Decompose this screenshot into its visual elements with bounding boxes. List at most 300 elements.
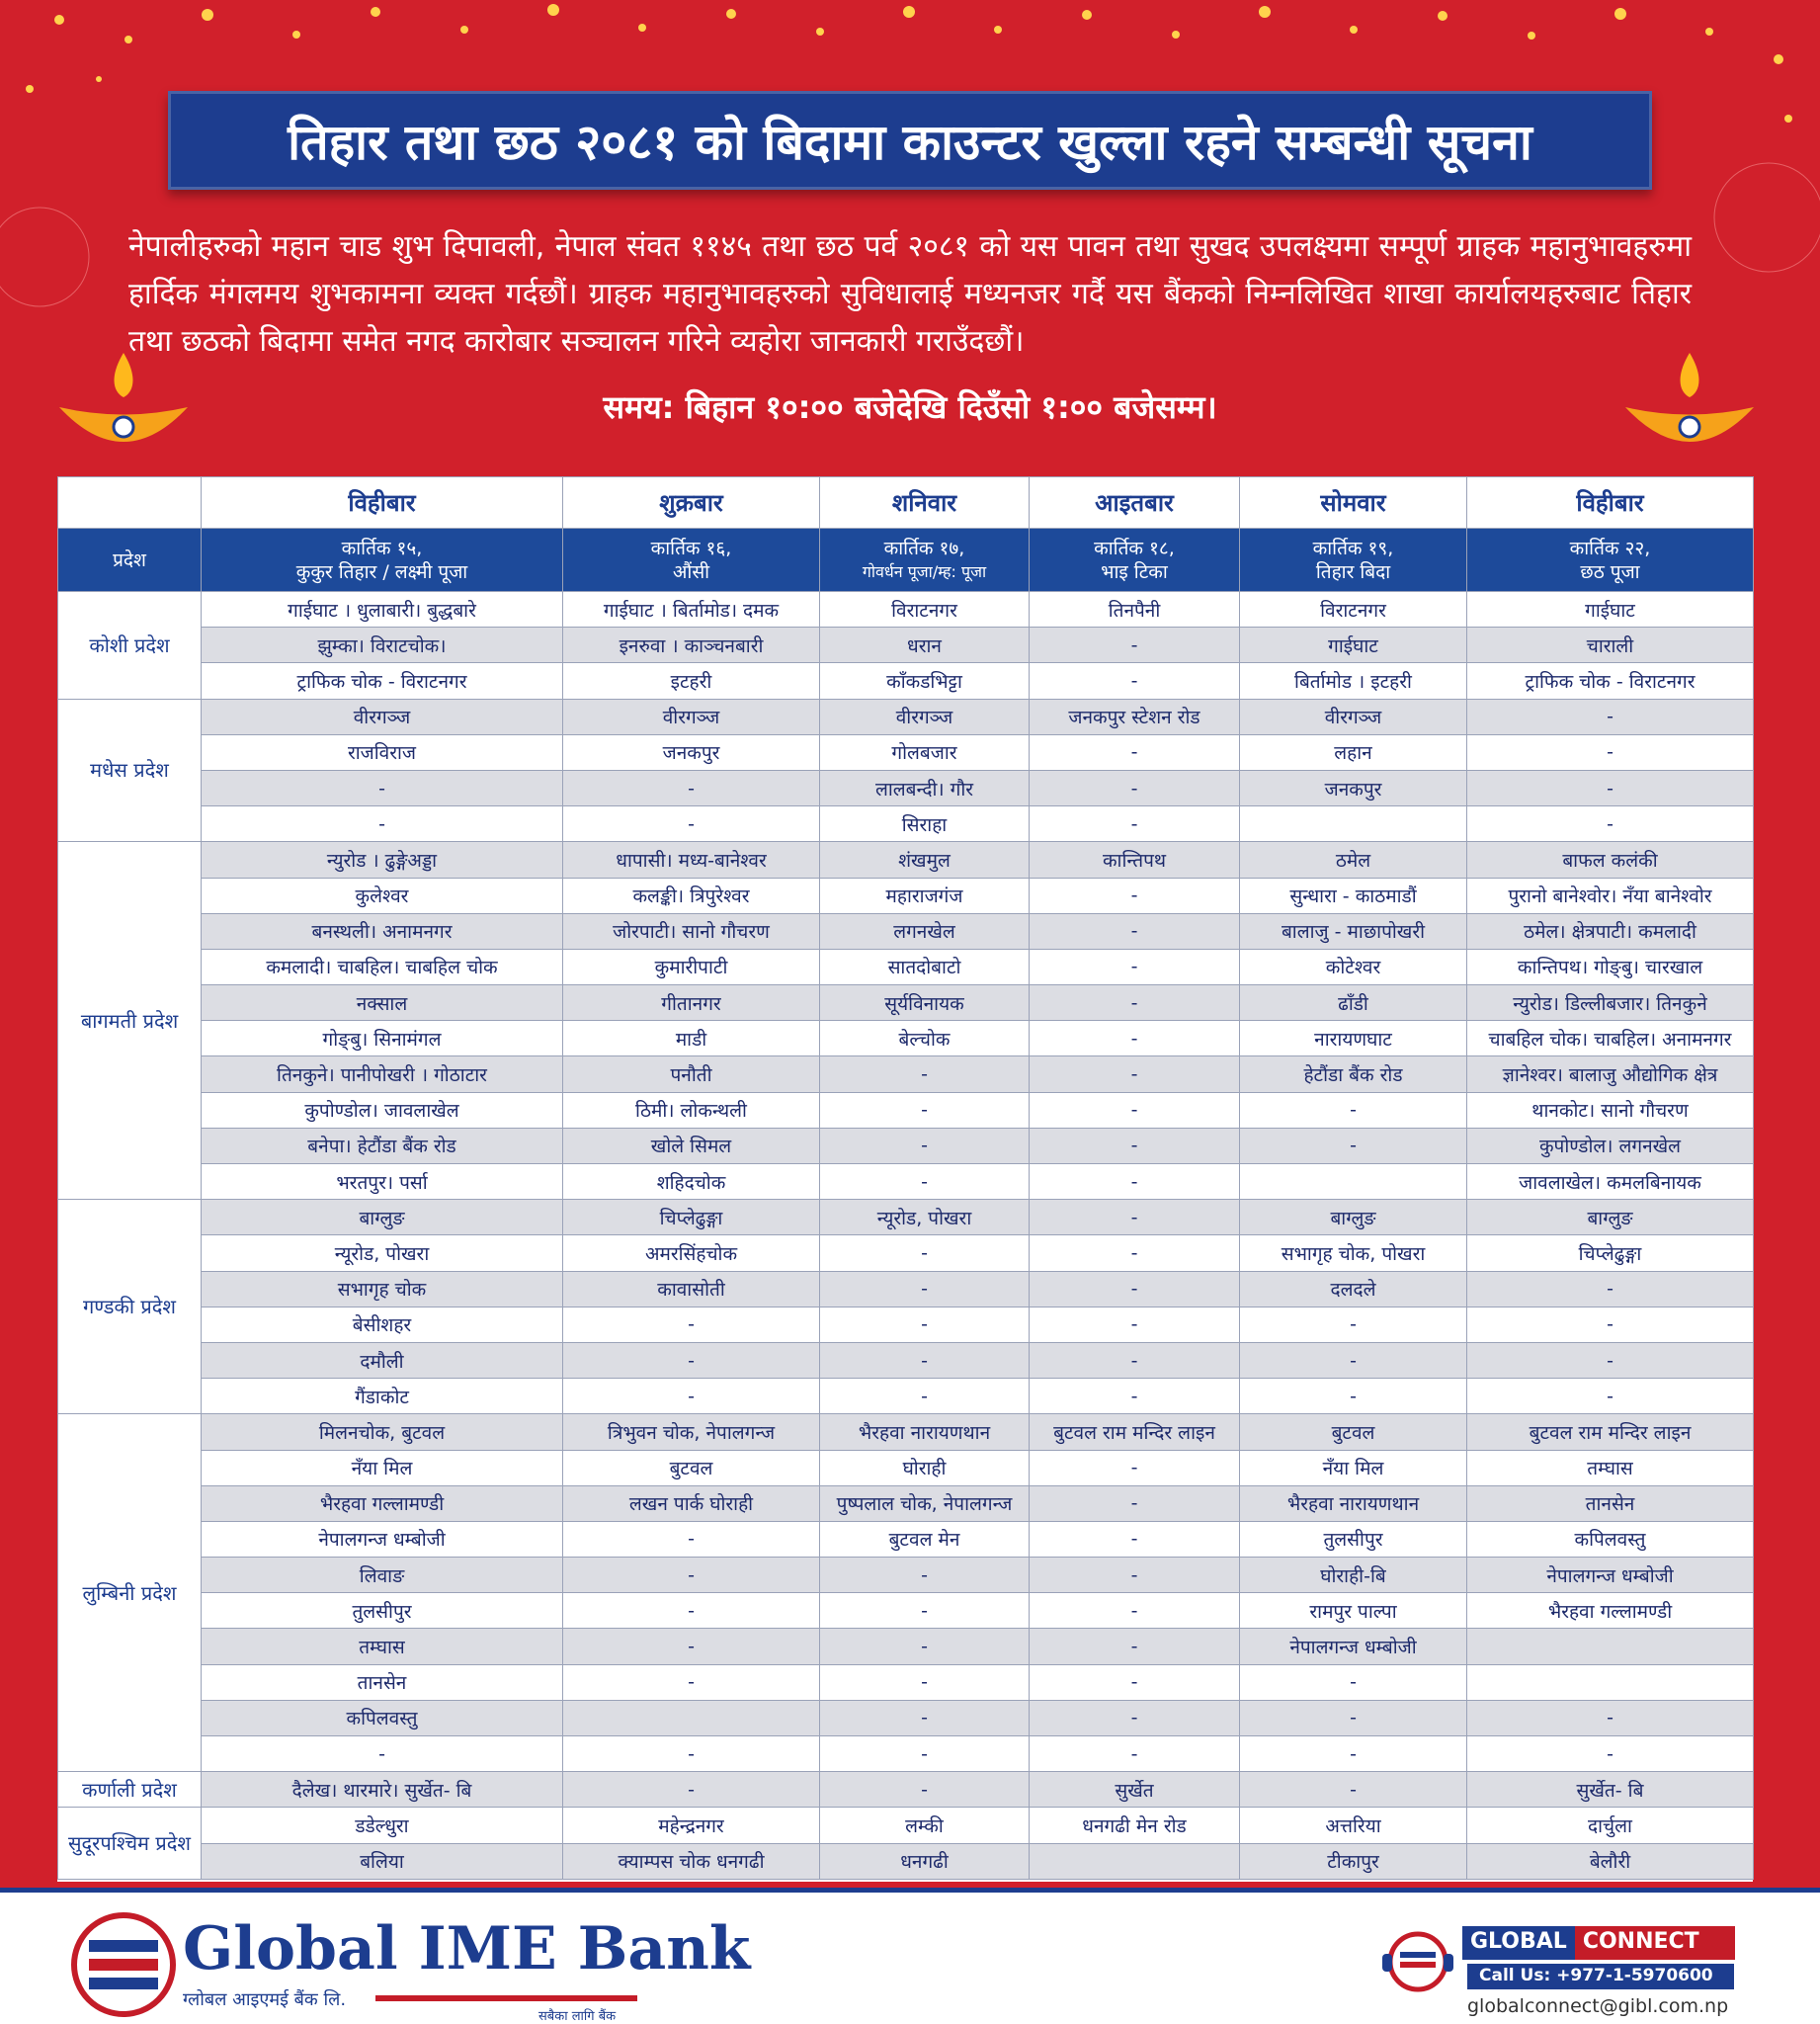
branch-cell: कमलादी। चाबहिल। चाबहिल चोक bbox=[202, 949, 563, 984]
branch-cell: - bbox=[1030, 1629, 1240, 1664]
branch-cell: सुर्खेत bbox=[1030, 1772, 1240, 1808]
branch-cell: ठिमी। लोकन्थली bbox=[563, 1092, 820, 1128]
branch-cell: गोलबजार bbox=[820, 734, 1030, 770]
day-header: शनिवार bbox=[820, 477, 1030, 529]
branch-cell: - bbox=[563, 1593, 820, 1629]
table-row bbox=[58, 842, 1754, 878]
table-row bbox=[58, 1450, 1754, 1485]
branch-cell: शहिदचोक bbox=[563, 1164, 820, 1200]
branch-cell: सभागृह चोक bbox=[202, 1271, 563, 1307]
branch-cell: - bbox=[820, 1736, 1030, 1772]
bank-tagline: सबैका लागि बैंक bbox=[538, 2009, 617, 2024]
branch-cell: भैरहवा नारायणथान bbox=[1240, 1485, 1467, 1521]
branch-cell: इनरुवा । काञ्चनबारी bbox=[563, 628, 820, 663]
contact-email[interactable]: globalconnect@gibl.com.np bbox=[1467, 1995, 1729, 2017]
branch-cell: बुटवल bbox=[563, 1450, 820, 1485]
table-row bbox=[58, 770, 1754, 805]
branch-cell: बुटवल राम मन्दिर लाइन bbox=[1030, 1414, 1240, 1450]
branch-cell: ज्ञानेश्वर। बालाजु औद्योगिक क्षेत्र bbox=[1467, 1056, 1754, 1092]
branch-cell: नँया मिल bbox=[202, 1450, 563, 1485]
branch-cell: कान्तिपथ bbox=[1030, 842, 1240, 878]
branch-cell: न्युरोड । ढुङ्गेअड्डा bbox=[202, 842, 563, 878]
branch-cell: घोराही-बि bbox=[1240, 1558, 1467, 1593]
branch-cell: बनस्थली। अनामनगर bbox=[202, 913, 563, 949]
branch-cell: पुष्पलाल चोक, नेपालगन्ज bbox=[820, 1485, 1030, 1521]
branch-cell: - bbox=[1030, 1450, 1240, 1485]
table-row bbox=[58, 1558, 1754, 1593]
branch-cell: लम्की bbox=[820, 1808, 1030, 1843]
table-row bbox=[58, 1235, 1754, 1271]
branch-cell: - bbox=[1030, 1271, 1240, 1307]
branch-cell: - bbox=[1030, 1092, 1240, 1128]
branch-cell: - bbox=[1030, 1342, 1240, 1378]
branch-cell: - bbox=[563, 1664, 820, 1700]
branch-cell: गाईघाट bbox=[1467, 592, 1754, 628]
branch-cell: राजविराज bbox=[202, 734, 563, 770]
branch-cell: गोङ्बु। सिनामंगल bbox=[202, 1021, 563, 1056]
date-header bbox=[1030, 529, 1240, 592]
branch-cell: - bbox=[1030, 1558, 1240, 1593]
branch-cell: दलदले bbox=[1240, 1271, 1467, 1307]
branch-cell: - bbox=[1030, 770, 1240, 805]
table-row bbox=[58, 1843, 1754, 1879]
branch-cell: नेपालगन्ज धम्बोजी bbox=[1467, 1558, 1754, 1593]
branch-cell: घोराही bbox=[820, 1450, 1030, 1485]
branch-cell: जावलाखेल। कमलबिनायक bbox=[1467, 1164, 1754, 1200]
branch-cell: सूर्यविनायक bbox=[820, 985, 1030, 1021]
branch-cell: बलिया bbox=[202, 1843, 563, 1879]
branch-cell: खोले सिमल bbox=[563, 1128, 820, 1163]
branch-cell: सातदोबाटो bbox=[820, 949, 1030, 984]
branch-cell: तुलसीपुर bbox=[1240, 1521, 1467, 1557]
table-row bbox=[58, 1485, 1754, 1521]
table-row bbox=[58, 1629, 1754, 1664]
global-connect-left: GLOBAL bbox=[1462, 1926, 1575, 1960]
holiday-label: भाइ टिका bbox=[1101, 560, 1168, 583]
date-header bbox=[820, 529, 1030, 592]
branch-cell: चाबहिल चोक। चाबहिल। अनामनगर bbox=[1467, 1021, 1754, 1056]
branch-cell: जोरपाटी। सानो गौचरण bbox=[563, 913, 820, 949]
branch-cell: - bbox=[1030, 663, 1240, 699]
branch-cell bbox=[1467, 1629, 1754, 1664]
corner-cell bbox=[58, 477, 202, 529]
footer bbox=[0, 1888, 1820, 2024]
branch-cell: - bbox=[1467, 1342, 1754, 1378]
branch-cell: - bbox=[1030, 878, 1240, 913]
date-header bbox=[1240, 529, 1467, 592]
branch-cell: बुटवल राम मन्दिर लाइन bbox=[1467, 1414, 1754, 1450]
holiday-label: तिहार बिदा bbox=[1315, 560, 1391, 583]
branch-cell: - bbox=[1030, 1700, 1240, 1735]
branch-cell: दमौली bbox=[202, 1342, 563, 1378]
branch-cell: - bbox=[1240, 1664, 1467, 1700]
branch-cell: ट्राफिक चोक - विराटनगर bbox=[1467, 663, 1754, 699]
branch-cell: - bbox=[820, 1235, 1030, 1271]
table-row bbox=[58, 1700, 1754, 1735]
branch-cell: चिप्लेढुङ्गा bbox=[1467, 1235, 1754, 1271]
branch-cell: शंखमुल bbox=[820, 842, 1030, 878]
branch-cell: दैलेख। थारमारे। सुर्खेत- बि bbox=[202, 1772, 563, 1808]
table-row bbox=[58, 949, 1754, 984]
branch-cell: ठमेल bbox=[1240, 842, 1467, 878]
table-row bbox=[58, 1307, 1754, 1342]
table-row bbox=[58, 1379, 1754, 1414]
branch-cell bbox=[1030, 1843, 1240, 1879]
table-row bbox=[58, 1808, 1754, 1843]
branch-cell: - bbox=[1467, 1700, 1754, 1735]
branch-cell: - bbox=[563, 1629, 820, 1664]
branch-cell: तिनकुने। पानीपोखरी । गोठाटार bbox=[202, 1056, 563, 1092]
date-label: कार्तिक १६, bbox=[650, 537, 732, 559]
branch-cell: - bbox=[1467, 1736, 1754, 1772]
branch-cell: बाग्लुङ bbox=[1467, 1200, 1754, 1235]
branch-cell: - bbox=[1240, 1342, 1467, 1378]
table-row bbox=[58, 699, 1754, 734]
table-row bbox=[58, 1342, 1754, 1378]
branch-cell: वीरगञ्ज bbox=[820, 699, 1030, 734]
branch-cell: - bbox=[1240, 1772, 1467, 1808]
branch-cell: - bbox=[1030, 1056, 1240, 1092]
branch-schedule-table bbox=[57, 476, 1753, 1882]
table-row bbox=[58, 878, 1754, 913]
table-row bbox=[58, 1021, 1754, 1056]
branch-cell: - bbox=[1240, 1700, 1467, 1735]
branch-cell: लिवाङ bbox=[202, 1558, 563, 1593]
branch-cell: डडेल्धुरा bbox=[202, 1808, 563, 1843]
date-label: कार्तिक १७, bbox=[883, 537, 965, 559]
branch-cell: भैरहवा गल्लामण्डी bbox=[202, 1485, 563, 1521]
branch-cell: - bbox=[1030, 1736, 1240, 1772]
title-banner bbox=[168, 91, 1652, 190]
branch-cell bbox=[1240, 806, 1467, 842]
branch-cell: माडी bbox=[563, 1021, 820, 1056]
table-row bbox=[58, 592, 1754, 628]
branch-cell: - bbox=[563, 1521, 820, 1557]
branch-cell: - bbox=[1030, 1379, 1240, 1414]
table-row bbox=[58, 734, 1754, 770]
branch-cell: बेलौरी bbox=[1467, 1843, 1754, 1879]
table-row bbox=[58, 913, 1754, 949]
intro-paragraph: नेपालीहरुको महान चाड शुभ दिपावली, नेपाल संवत ११४५ तथा छठ पर्व २०८१ को यस पावन तथा सुखद उपलक्ष्यमा सम्पूर्ण ग्राहक महानुभावहरुमा हार्दिक मंगलमय शुभकामना व्यक्त गर्दछौं। ग्राहक महानुभावहरुको सुविधालाई मध्यनजर गर्दै यस बैंकको निम्नलिखित शाखा कार्यालयहरुबाट तिहार तथा छठको बिदामा समेत नगद कारोबार सञ्चालन गरिने व्यहोरा जानकारी गराउँदछौं। bbox=[128, 229, 1692, 359]
branch-cell: - bbox=[820, 1342, 1030, 1378]
branch-cell: - bbox=[820, 1379, 1030, 1414]
branch-cell: वीरगञ्ज bbox=[563, 699, 820, 734]
branch-cell: - bbox=[1030, 806, 1240, 842]
branch-cell: कुमारीपाटी bbox=[563, 949, 820, 984]
branch-cell: सभागृह चोक, पोखरा bbox=[1240, 1235, 1467, 1271]
province-name: बागमती प्रदेश bbox=[58, 842, 202, 1200]
date-label: कार्तिक १५, bbox=[341, 537, 423, 559]
branch-cell: लहान bbox=[1240, 734, 1467, 770]
branch-cell: क्याम्पस चोक धनगढी bbox=[563, 1843, 820, 1879]
branch-cell: भैरहवा नारायणथान bbox=[820, 1414, 1030, 1450]
branch-cell: बालाजु - माछापोखरी bbox=[1240, 913, 1467, 949]
branch-cell: - bbox=[1467, 806, 1754, 842]
diya-lamp-icon bbox=[54, 348, 193, 466]
headset-icon bbox=[1378, 1922, 1457, 2001]
table-row bbox=[58, 806, 1754, 842]
branch-cell: वीरगञ्ज bbox=[1240, 699, 1467, 734]
branch-cell: - bbox=[820, 1271, 1030, 1307]
branch-cell: - bbox=[1030, 1021, 1240, 1056]
branch-cell: तानसेन bbox=[1467, 1485, 1754, 1521]
branch-cell: - bbox=[563, 1558, 820, 1593]
branch-cell: कुलेश्वर bbox=[202, 878, 563, 913]
branch-cell: - bbox=[1030, 734, 1240, 770]
table-row bbox=[58, 1271, 1754, 1307]
branch-cell: - bbox=[1030, 985, 1240, 1021]
branch-cell: लगनखेल bbox=[820, 913, 1030, 949]
province-header: प्रदेश bbox=[58, 529, 202, 592]
day-header: आइतबार bbox=[1030, 477, 1240, 529]
province-name: कोशी प्रदेश bbox=[58, 592, 202, 700]
global-connect-right: CONNECT bbox=[1575, 1926, 1735, 1960]
page-title: तिहार तथा छठ २०८१ को बिदामा काउन्टर खुल्ला रहने सम्बन्धी सूचना bbox=[288, 114, 1532, 171]
branch-cell: धनगढी मेन रोड bbox=[1030, 1808, 1240, 1843]
branch-cell: जनकपुर bbox=[563, 734, 820, 770]
branch-cell: ठमेल। क्षेत्रपाटी। कमलादी bbox=[1467, 913, 1754, 949]
table-row bbox=[58, 1772, 1754, 1808]
branch-cell: त्रिभुवन चोक, नेपालगन्ज bbox=[563, 1414, 820, 1450]
branch-cell: दार्चुला bbox=[1467, 1808, 1754, 1843]
global-connect-badge bbox=[1462, 1926, 1735, 1960]
branch-cell: - bbox=[1030, 1235, 1240, 1271]
branch-cell: तम्घास bbox=[1467, 1450, 1754, 1485]
day-header: विहीबार bbox=[1467, 477, 1754, 529]
table-row bbox=[58, 1664, 1754, 1700]
branch-cell bbox=[1467, 1664, 1754, 1700]
branch-cell: धरान bbox=[820, 628, 1030, 663]
table-row bbox=[58, 1092, 1754, 1128]
branch-cell: बुटवल bbox=[1240, 1414, 1467, 1450]
branch-cell: कोटेश्वर bbox=[1240, 949, 1467, 984]
branch-cell: - bbox=[820, 1664, 1030, 1700]
branch-cell: - bbox=[820, 1593, 1030, 1629]
branch-cell: बाग्लुङ bbox=[1240, 1200, 1467, 1235]
branch-cell: बिर्तामोड । इटहरी bbox=[1240, 663, 1467, 699]
table-row bbox=[58, 1200, 1754, 1235]
branch-cell: - bbox=[820, 1558, 1030, 1593]
province-name: लुम्बिनी प्रदेश bbox=[58, 1414, 202, 1772]
branch-cell: तानसेन bbox=[202, 1664, 563, 1700]
branch-cell: जनकपुर bbox=[1240, 770, 1467, 805]
holiday-label: कुकुर तिहार / लक्ष्मी पूजा bbox=[295, 560, 468, 583]
branch-cell: - bbox=[563, 806, 820, 842]
branch-cell: बाफल कलंकी bbox=[1467, 842, 1754, 878]
branch-cell: - bbox=[1030, 913, 1240, 949]
branch-cell: न्युरोड। डिल्लीबजार। तिनकुने bbox=[1467, 985, 1754, 1021]
table-row bbox=[58, 1593, 1754, 1629]
branch-cell: तिनपैनी bbox=[1030, 592, 1240, 628]
branch-cell: कावासोती bbox=[563, 1271, 820, 1307]
global-ime-logo-icon bbox=[69, 1910, 178, 2019]
province-name: कर्णाली प्रदेश bbox=[58, 1772, 202, 1808]
date-header bbox=[1467, 529, 1754, 592]
day-header: सोमवार bbox=[1240, 477, 1467, 529]
branch-cell: - bbox=[1030, 949, 1240, 984]
branch-cell: भरतपुर। पर्सा bbox=[202, 1164, 563, 1200]
branch-cell: चाराली bbox=[1467, 628, 1754, 663]
branch-cell: - bbox=[820, 1056, 1030, 1092]
branch-cell: बाग्लुङ bbox=[202, 1200, 563, 1235]
branch-cell: नेपालगन्ज धम्बोजी bbox=[202, 1521, 563, 1557]
branch-cell: - bbox=[1467, 770, 1754, 805]
date-label: कार्तिक २२, bbox=[1569, 537, 1651, 559]
holiday-label: छठ पूजा bbox=[1580, 560, 1640, 583]
holiday-label: औंसी bbox=[672, 560, 710, 583]
holiday-label: गोवर्धन पूजा/म्ह: पूजा bbox=[862, 561, 987, 581]
branch-cell: - bbox=[1467, 734, 1754, 770]
table-row bbox=[58, 1414, 1754, 1450]
branch-cell: - bbox=[1240, 1092, 1467, 1128]
branch-cell: गाईघाट । बिर्तामोड। दमक bbox=[563, 592, 820, 628]
branch-cell: - bbox=[563, 1772, 820, 1808]
branch-cell: - bbox=[820, 1307, 1030, 1342]
table-row bbox=[58, 1736, 1754, 1772]
branch-cell: रामपुर पाल्पा bbox=[1240, 1593, 1467, 1629]
date-header bbox=[563, 529, 820, 592]
branch-cell: पनौती bbox=[563, 1056, 820, 1092]
branch-cell: न्यूरोड, पोखरा bbox=[202, 1235, 563, 1271]
branch-cell: - bbox=[563, 1342, 820, 1378]
branch-cell: - bbox=[202, 806, 563, 842]
branch-cell: नँया मिल bbox=[1240, 1450, 1467, 1485]
branch-cell: - bbox=[1467, 699, 1754, 734]
branch-cell: - bbox=[820, 1164, 1030, 1200]
bank-underline bbox=[375, 1995, 637, 2001]
branch-cell: अत्तरिया bbox=[1240, 1808, 1467, 1843]
branch-cell: पुरानो बानेश्वोर। नँया बानेश्वोर bbox=[1467, 878, 1754, 913]
branch-cell: बेसीशहर bbox=[202, 1307, 563, 1342]
branch-cell: - bbox=[820, 1700, 1030, 1735]
branch-cell: विराटनगर bbox=[1240, 592, 1467, 628]
branch-cell: महेन्द्रनगर bbox=[563, 1808, 820, 1843]
branch-cell bbox=[1240, 1164, 1467, 1200]
branch-cell: लालबन्दी। गौर bbox=[820, 770, 1030, 805]
table-row bbox=[58, 1164, 1754, 1200]
branch-cell: - bbox=[1030, 1521, 1240, 1557]
branch-cell: नारायणघाट bbox=[1240, 1021, 1467, 1056]
branch-cell: - bbox=[1030, 1307, 1240, 1342]
branch-cell: - bbox=[1030, 1485, 1240, 1521]
branch-cell: गैंडाकोट bbox=[202, 1379, 563, 1414]
branch-cell: - bbox=[563, 770, 820, 805]
branch-cell: - bbox=[1030, 1164, 1240, 1200]
call-number[interactable]: Call Us: +977-1-5970600 bbox=[1467, 1964, 1734, 1989]
diya-lamp-icon bbox=[1620, 348, 1759, 466]
branch-cell: महाराजगंज bbox=[820, 878, 1030, 913]
branch-cell: बेल्चोक bbox=[820, 1021, 1030, 1056]
branch-cell: हेटौंडा बैंक रोड bbox=[1240, 1056, 1467, 1092]
branch-cell: न्यूरोड, पोखरा bbox=[820, 1200, 1030, 1235]
branch-cell: काँकडभिट्टा bbox=[820, 663, 1030, 699]
day-header: विहीबार bbox=[202, 477, 563, 529]
branch-cell: कान्तिपथ। गोङ्बु। चारखाल bbox=[1467, 949, 1754, 984]
branch-cell: - bbox=[1467, 1307, 1754, 1342]
branch-cell: नेपालगन्ज धम्बोजी bbox=[1240, 1629, 1467, 1664]
branch-cell: कुपोण्डोल। लगनखेल bbox=[1467, 1128, 1754, 1163]
branch-cell: - bbox=[1240, 1307, 1467, 1342]
branch-cell: झुम्का। विराटचोक। bbox=[202, 628, 563, 663]
branch-cell: वीरगञ्ज bbox=[202, 699, 563, 734]
branch-cell: कपिलवस्तु bbox=[202, 1700, 563, 1735]
branch-cell: कपिलवस्तु bbox=[1467, 1521, 1754, 1557]
branch-cell: गीतानगर bbox=[563, 985, 820, 1021]
branch-cell: गाईघाट । धुलाबारी। बुद्धबारे bbox=[202, 592, 563, 628]
branch-cell: सुर्खेत- बि bbox=[1467, 1772, 1754, 1808]
branch-cell: - bbox=[1030, 1200, 1240, 1235]
branch-cell: - bbox=[1240, 1128, 1467, 1163]
branch-cell: कुपोण्डोल। जावलाखेल bbox=[202, 1092, 563, 1128]
branch-cell: - bbox=[202, 1736, 563, 1772]
branch-cell: सुन्धारा - काठमाडौं bbox=[1240, 878, 1467, 913]
branch-cell: - bbox=[820, 1629, 1030, 1664]
table-row bbox=[58, 663, 1754, 699]
branch-cell: - bbox=[563, 1307, 820, 1342]
branch-cell: बनेपा। हेटौंडा बैंक रोड bbox=[202, 1128, 563, 1163]
branch-cell: तुलसीपुर bbox=[202, 1593, 563, 1629]
branch-cell: चिप्लेढुङ्गा bbox=[563, 1200, 820, 1235]
date-label: कार्तिक १९, bbox=[1312, 537, 1394, 559]
branch-cell: जनकपुर स्टेशन रोड bbox=[1030, 699, 1240, 734]
branch-cell: टीकापुर bbox=[1240, 1843, 1467, 1879]
bank-name: Global IME Bank bbox=[183, 1914, 751, 1983]
branch-cell: ट्राफिक चोक - विराटनगर bbox=[202, 663, 563, 699]
branch-cell: विराटनगर bbox=[820, 592, 1030, 628]
table-row bbox=[58, 985, 1754, 1021]
branch-cell: - bbox=[563, 1736, 820, 1772]
branch-cell: इटहरी bbox=[563, 663, 820, 699]
table-row bbox=[58, 628, 1754, 663]
branch-cell: - bbox=[1030, 1664, 1240, 1700]
table-row bbox=[58, 1521, 1754, 1557]
branch-cell: - bbox=[820, 1128, 1030, 1163]
province-name: सुदूरपश्चिम प्रदेश bbox=[58, 1808, 202, 1879]
branch-cell: अमरसिंहचोक bbox=[563, 1235, 820, 1271]
branch-cell: - bbox=[1467, 1379, 1754, 1414]
branch-cell: भैरहवा गल्लामण्डी bbox=[1467, 1593, 1754, 1629]
branch-cell: - bbox=[1240, 1736, 1467, 1772]
branch-cell: सिराहा bbox=[820, 806, 1030, 842]
branch-cell: - bbox=[563, 1379, 820, 1414]
date-header bbox=[202, 529, 563, 592]
branch-cell: - bbox=[820, 1092, 1030, 1128]
table-row bbox=[58, 1128, 1754, 1163]
timing-notice: समय: बिहान १०:०० बजेदेखि दिउँसो १:०० बजेसम्म। bbox=[603, 388, 1217, 426]
branch-cell: धापासी। मध्य-बानेश्वर bbox=[563, 842, 820, 878]
branch-cell: - bbox=[1030, 1128, 1240, 1163]
bank-name-nepali: ग्लोबल आइएमई बैंक लि. bbox=[183, 1989, 347, 2010]
branch-cell: - bbox=[202, 770, 563, 805]
branch-cell: गाईघाट bbox=[1240, 628, 1467, 663]
branch-cell: बुटवल मेन bbox=[820, 1521, 1030, 1557]
branch-cell: कलङ्की। त्रिपुरेश्वर bbox=[563, 878, 820, 913]
branch-cell: ढाँडी bbox=[1240, 985, 1467, 1021]
branch-cell: धनगढी bbox=[820, 1843, 1030, 1879]
branch-cell: - bbox=[1030, 628, 1240, 663]
province-name: गण्डकी प्रदेश bbox=[58, 1200, 202, 1414]
branch-cell: - bbox=[1467, 1271, 1754, 1307]
branch-cell: - bbox=[1240, 1379, 1467, 1414]
branch-cell: लखन पार्क घोराही bbox=[563, 1485, 820, 1521]
date-label: कार्तिक १८, bbox=[1094, 537, 1175, 559]
branch-cell: मिलनचोक, बुटवल bbox=[202, 1414, 563, 1450]
branch-cell bbox=[563, 1700, 820, 1735]
branch-cell: - bbox=[1030, 1593, 1240, 1629]
day-header: शुक्रबार bbox=[563, 477, 820, 529]
branch-cell: - bbox=[820, 1772, 1030, 1808]
branch-cell: नक्साल bbox=[202, 985, 563, 1021]
